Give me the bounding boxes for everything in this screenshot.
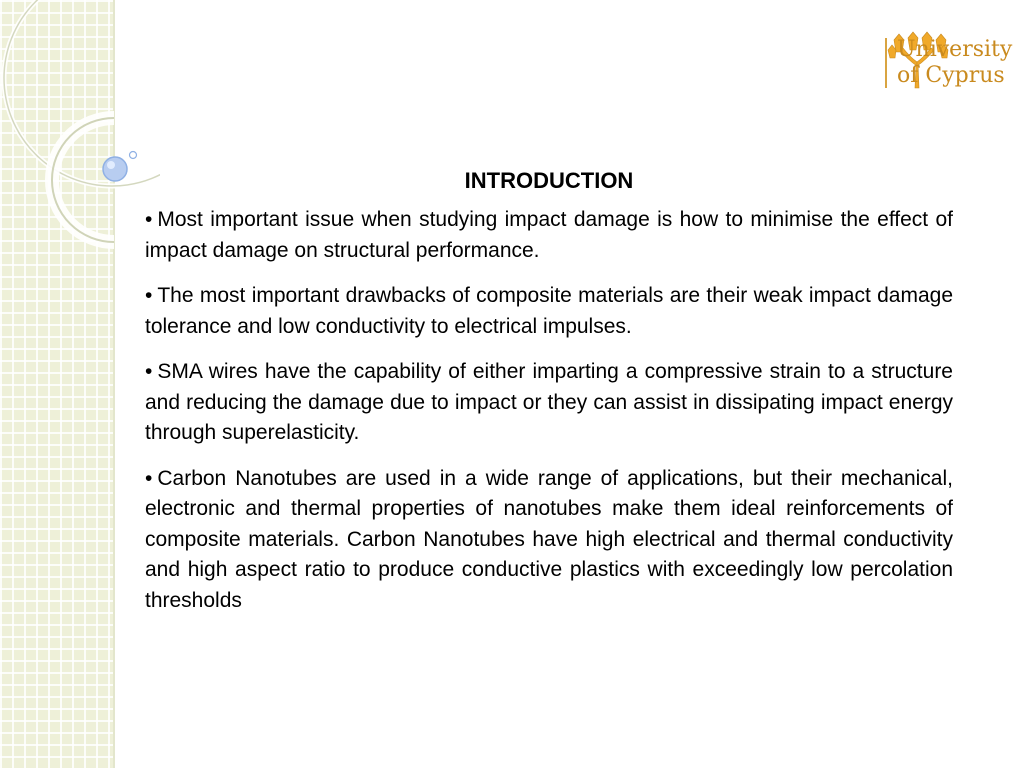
bullet-text-2: The most important drawbacks of composite materials are their weak impact damage tolerance and low conductivity to electrical impulses.: [145, 284, 953, 338]
slide-content: [145, 165, 953, 631]
bullet-paragraph-3: [145, 357, 953, 449]
bullet-icon: •: [145, 284, 153, 307]
university-logo-text: [897, 37, 1012, 89]
decorative-arcs: [0, 0, 160, 300]
bullet-icon: •: [145, 208, 153, 231]
slide-title: INTRODUCTION: [464, 168, 634, 193]
bullet-icon: •: [145, 360, 153, 383]
bullet-paragraph-1: [145, 205, 953, 266]
logo-divider: [885, 38, 887, 88]
logo-line-1: University: [897, 37, 1013, 62]
bullet-paragraph-4: [145, 464, 953, 617]
small-ring-icon: [130, 152, 137, 159]
logo-line-2: of Cyprus: [897, 63, 1005, 88]
bullet-paragraph-2: [145, 281, 953, 342]
bullet-icon: •: [145, 466, 153, 490]
bullet-text-3: SMA wires have the capability of either imparting a compressive strain to a structure and reducing the damage due to impact or they can assist in dissipating impact energy through superelasticity.: [145, 360, 953, 444]
blue-dot-icon: [103, 157, 127, 181]
bullet-text-4: Carbon Nanotubes are used in a wide range of applications, but their mechanical, electronic and thermal properties of nanotubes make them ideal reinforcements of composite materials. Carbon Nanotubes have high electrical and thermal conductivity and high aspect ratio to produce conductive plastics with exceedingly low percolation thresholds: [145, 466, 953, 612]
bullet-text-1: Most important issue when studying impact damage is how to minimise the effect of impact damage on structural performance.: [145, 208, 953, 262]
